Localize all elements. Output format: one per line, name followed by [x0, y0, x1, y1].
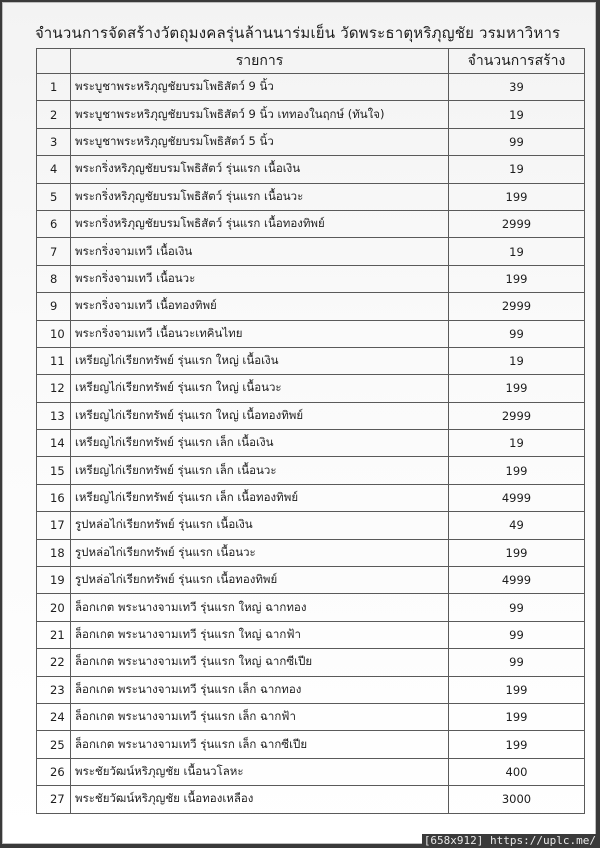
row-quantity: 19 [449, 430, 585, 457]
document-title: จำนวนการจัดสร้างวัตถุมงคลรุ่นล้านนาร่มเย็น วัดพระธาตุหริภุญชัย วรมหาวิหาร [35, 24, 561, 42]
row-number: 14 [37, 430, 71, 457]
row-number: 25 [37, 731, 71, 758]
row-number: 2 [37, 101, 71, 128]
row-number: 27 [37, 786, 71, 813]
row-number: 18 [37, 539, 71, 566]
row-item: เหรียญไก่เรียกทรัพย์ รุ่นแรก เล็ก เนื้อทองทิพย์ [71, 484, 449, 511]
row-quantity: 199 [449, 731, 585, 758]
row-item: เหรียญไก่เรียกทรัพย์ รุ่นแรก ใหญ่ เนื้อทองทิพย์ [71, 402, 449, 429]
row-item: พระกริ่งจามเทวี เนื้อนวะ [71, 265, 449, 292]
row-quantity: 4999 [449, 567, 585, 594]
row-number: 9 [37, 293, 71, 320]
table-row [37, 238, 585, 265]
row-quantity: 99 [449, 594, 585, 621]
table-row [37, 567, 585, 594]
quantity-table [36, 48, 585, 814]
row-item: ล็อกเกต พระนางจามเทวี รุ่นแรก ใหญ่ ฉากฟ้า [71, 621, 449, 648]
row-item: พระกริ่งหริภุญชัยบรมโพธิสัตว์ รุ่นแรก เนื้อเงิน [71, 156, 449, 183]
table-row [37, 649, 585, 676]
table-row [37, 293, 585, 320]
table-row [37, 347, 585, 374]
row-quantity: 99 [449, 621, 585, 648]
row-number: 19 [37, 567, 71, 594]
row-number: 16 [37, 484, 71, 511]
row-number: 7 [37, 238, 71, 265]
table-row [37, 156, 585, 183]
table-row [37, 731, 585, 758]
table-row [37, 484, 585, 511]
table-row [37, 320, 585, 347]
table-row [37, 703, 585, 730]
row-item: เหรียญไก่เรียกทรัพย์ รุ่นแรก ใหญ่ เนื้อนวะ [71, 375, 449, 402]
row-number: 21 [37, 621, 71, 648]
row-item: ล็อกเกต พระนางจามเทวี รุ่นแรก ใหญ่ ฉากซีเปีย [71, 649, 449, 676]
header-item: รายการ [71, 49, 449, 74]
table-row [37, 210, 585, 237]
row-quantity: 19 [449, 156, 585, 183]
header-number [37, 49, 71, 74]
size-watermark: [658x912] https://uplc.me/ [423, 834, 596, 847]
table-row [37, 457, 585, 484]
row-item: รูปหล่อไก่เรียกทรัพย์ รุ่นแรก เนื้อทองทิพย์ [71, 567, 449, 594]
row-item: พระกริ่งจามเทวี เนื้อนวะเทคินไทย [71, 320, 449, 347]
row-quantity: 3000 [449, 786, 585, 813]
row-quantity: 199 [449, 703, 585, 730]
row-number: 1 [37, 74, 71, 101]
row-number: 17 [37, 512, 71, 539]
row-quantity: 19 [449, 238, 585, 265]
row-item: พระกริ่งจามเทวี เนื้อเงิน [71, 238, 449, 265]
row-quantity: 49 [449, 512, 585, 539]
row-item: รูปหล่อไก่เรียกทรัพย์ รุ่นแรก เนื้อนวะ [71, 539, 449, 566]
row-item: ล็อกเกต พระนางจามเทวี รุ่นแรก เล็ก ฉากซีเปีย [71, 731, 449, 758]
row-number: 26 [37, 758, 71, 785]
row-item: พระชัยวัฒน์หริภุญชัย เนื้อทองเหลือง [71, 786, 449, 813]
table-row [37, 101, 585, 128]
photo-frame [2, 2, 596, 844]
row-number: 15 [37, 457, 71, 484]
table-row [37, 128, 585, 155]
row-number: 22 [37, 649, 71, 676]
row-quantity: 400 [449, 758, 585, 785]
row-quantity: 2999 [449, 402, 585, 429]
row-item: ล็อกเกต พระนางจามเทวี รุ่นแรก เล็ก ฉากฟ้า [71, 703, 449, 730]
row-quantity: 199 [449, 539, 585, 566]
row-number: 13 [37, 402, 71, 429]
row-item: รูปหล่อไก่เรียกทรัพย์ รุ่นแรก เนื้อเงิน [71, 512, 449, 539]
row-item: พระกริ่งหริภุญชัยบรมโพธิสัตว์ รุ่นแรก เนื้อทองทิพย์ [71, 210, 449, 237]
row-item: เหรียญไก่เรียกทรัพย์ รุ่นแรก เล็ก เนื้อนวะ [71, 457, 449, 484]
row-quantity: 199 [449, 183, 585, 210]
row-item: พระบูชาพระหริภุญชัยบรมโพธิสัตว์ 9 นิ้ว เททองในฤกษ์ (ทันใจ) [71, 101, 449, 128]
row-quantity: 19 [449, 347, 585, 374]
row-quantity: 19 [449, 101, 585, 128]
row-item: พระกริ่งจามเทวี เนื้อทองทิพย์ [71, 293, 449, 320]
row-quantity: 4999 [449, 484, 585, 511]
row-number: 3 [37, 128, 71, 155]
row-quantity: 199 [449, 375, 585, 402]
row-item: เหรียญไก่เรียกทรัพย์ รุ่นแรก เล็ก เนื้อเงิน [71, 430, 449, 457]
row-quantity: 39 [449, 74, 585, 101]
document-paper [3, 3, 595, 843]
row-quantity: 2999 [449, 293, 585, 320]
row-number: 5 [37, 183, 71, 210]
row-number: 4 [37, 156, 71, 183]
header-quantity: จำนวนการสร้าง [449, 49, 585, 74]
table-row [37, 512, 585, 539]
table-row [37, 594, 585, 621]
table-row [37, 265, 585, 292]
row-number: 8 [37, 265, 71, 292]
row-quantity: 99 [449, 128, 585, 155]
row-item: พระบูชาพระหริภุญชัยบรมโพธิสัตว์ 5 นิ้ว [71, 128, 449, 155]
table-row [37, 621, 585, 648]
table-body [37, 74, 585, 814]
row-item: ล็อกเกต พระนางจามเทวี รุ่นแรก ใหญ่ ฉากทอง [71, 594, 449, 621]
table-header-row [37, 49, 585, 74]
table-row [37, 786, 585, 813]
table-row [37, 183, 585, 210]
row-number: 23 [37, 676, 71, 703]
row-item: พระกริ่งหริภุญชัยบรมโพธิสัตว์ รุ่นแรก เนื้อนวะ [71, 183, 449, 210]
table-row [37, 758, 585, 785]
table-row [37, 539, 585, 566]
row-quantity: 199 [449, 676, 585, 703]
row-quantity: 199 [449, 457, 585, 484]
row-item: ล็อกเกต พระนางจามเทวี รุ่นแรก เล็ก ฉากทอง [71, 676, 449, 703]
row-number: 24 [37, 703, 71, 730]
table-row [37, 402, 585, 429]
row-item: พระชัยวัฒน์หริภุญชัย เนื้อนวโลหะ [71, 758, 449, 785]
table-row [37, 676, 585, 703]
row-quantity: 99 [449, 649, 585, 676]
row-number: 20 [37, 594, 71, 621]
row-number: 11 [37, 347, 71, 374]
row-number: 10 [37, 320, 71, 347]
table-row [37, 430, 585, 457]
row-number: 6 [37, 210, 71, 237]
table-row [37, 375, 585, 402]
row-quantity: 199 [449, 265, 585, 292]
row-number: 12 [37, 375, 71, 402]
row-item: เหรียญไก่เรียกทรัพย์ รุ่นแรก ใหญ่ เนื้อเงิน [71, 347, 449, 374]
row-quantity: 99 [449, 320, 585, 347]
table-row [37, 74, 585, 101]
row-item: พระบูชาพระหริภุญชัยบรมโพธิสัตว์ 9 นิ้ว [71, 74, 449, 101]
row-quantity: 2999 [449, 210, 585, 237]
